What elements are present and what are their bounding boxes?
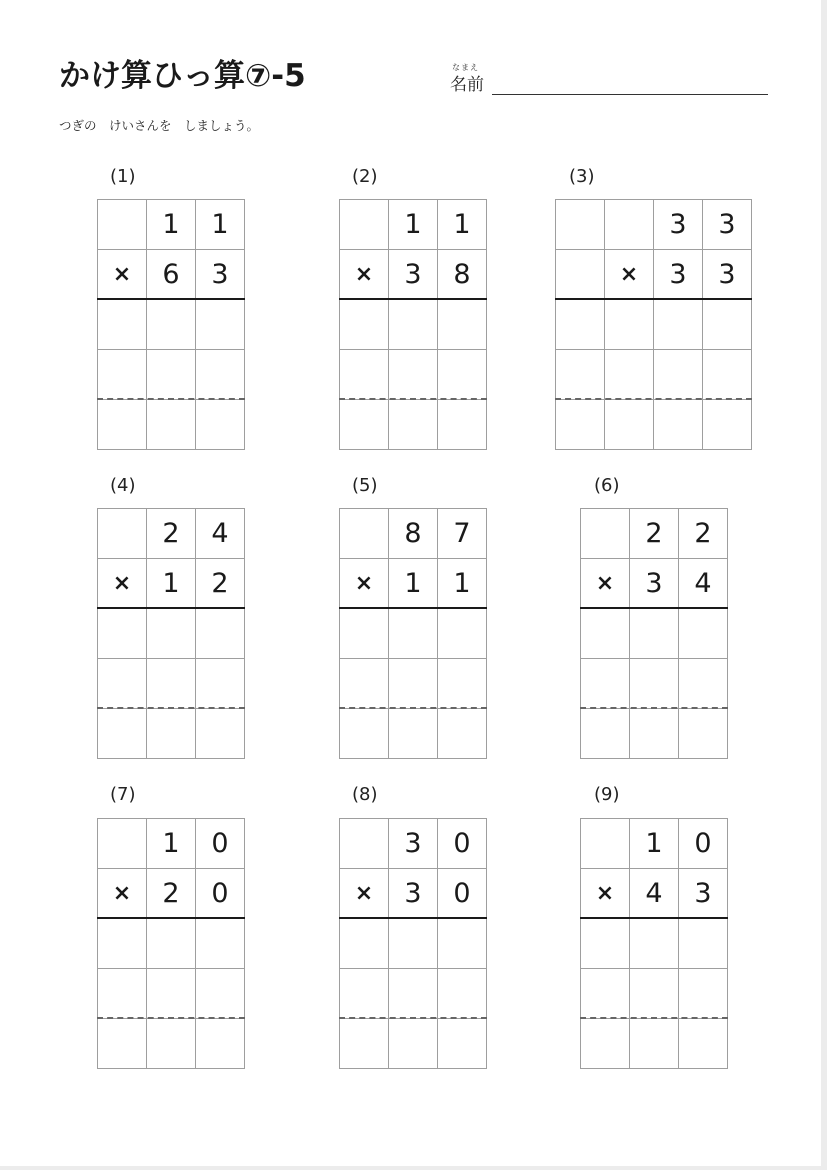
- problem-5-answer-cell[interactable]: [389, 609, 438, 659]
- problem-1-answer-cell[interactable]: [98, 400, 147, 450]
- problem-7-answer-cell[interactable]: [98, 1019, 147, 1069]
- page-edge-bottom: [0, 1166, 827, 1170]
- problem-5-product-rule: [339, 607, 487, 609]
- problem-2-answer-cell[interactable]: [389, 350, 438, 400]
- problem-1-multiplicand-digit: 1: [147, 200, 196, 250]
- problem-9-blank-cell: [581, 819, 630, 869]
- problem-5-answer-cell[interactable]: [438, 709, 487, 759]
- problem-5-multiplier-digit: 1: [438, 559, 487, 609]
- problem-5-answer-cell[interactable]: [389, 659, 438, 709]
- problem-3-product-rule: [555, 298, 752, 300]
- problem-7-multiplier-digit: 2: [147, 869, 196, 919]
- problem-1-multiplicand-digit: 1: [196, 200, 245, 250]
- problem-4-product-rule: [97, 607, 245, 609]
- problem-2-grid: [339, 199, 487, 450]
- problem-1-answer-cell[interactable]: [196, 300, 245, 350]
- problem-7-blank-cell: [98, 819, 147, 869]
- problem-4-times-sign: ×: [98, 559, 147, 609]
- problem-7-answer-cell[interactable]: [147, 969, 196, 1019]
- problem-1-label: (1): [110, 166, 136, 187]
- problem-6-answer-cell[interactable]: [679, 659, 728, 709]
- problem-6-multiplier-digit: 3: [630, 559, 679, 609]
- problem-1-answer-cell[interactable]: [98, 350, 147, 400]
- problem-2-answer-cell[interactable]: [389, 300, 438, 350]
- problem-3-answer-cell[interactable]: [654, 300, 703, 350]
- problem-5-grid: [339, 508, 487, 759]
- problem-4-answer-cell[interactable]: [147, 659, 196, 709]
- problem-4-answer-cell[interactable]: [147, 609, 196, 659]
- problem-4-sum-rule: [97, 707, 245, 709]
- problem-2-multiplicand-digit: 1: [438, 200, 487, 250]
- problem-9-sum-rule: [580, 1017, 728, 1019]
- problem-7-answer-cell[interactable]: [196, 919, 245, 969]
- problem-7-grid: [97, 818, 245, 1069]
- problem-2-answer-cell[interactable]: [438, 300, 487, 350]
- problem-9-answer-cell[interactable]: [679, 1019, 728, 1069]
- problem-5-multiplicand-digit: 7: [438, 509, 487, 559]
- problem-6-product-rule: [580, 607, 728, 609]
- problem-4-multiplicand-digit: 4: [196, 509, 245, 559]
- problem-2-product-rule: [339, 298, 487, 300]
- problem-4-blank-cell: [98, 509, 147, 559]
- problem-9-answer-cell[interactable]: [630, 1019, 679, 1069]
- problem-3-answer-cell[interactable]: [703, 350, 752, 400]
- problem-8-sum-rule: [339, 1017, 487, 1019]
- problem-9-multiplicand-digit: 0: [679, 819, 728, 869]
- problem-6-answer-cell[interactable]: [679, 709, 728, 759]
- problem-3-grid: [555, 199, 752, 450]
- problem-4-answer-cell[interactable]: [147, 709, 196, 759]
- problem-2-sum-rule: [339, 398, 487, 400]
- problem-9-answer-cell[interactable]: [581, 969, 630, 1019]
- problem-3-answer-cell[interactable]: [605, 400, 654, 450]
- problem-8-product-rule: [339, 917, 487, 919]
- problem-8-answer-cell[interactable]: [389, 969, 438, 1019]
- problem-2-answer-cell[interactable]: [438, 400, 487, 450]
- problem-4-answer-cell[interactable]: [98, 609, 147, 659]
- problem-4-multiplier-digit: 1: [147, 559, 196, 609]
- problem-6-label: (6): [594, 475, 620, 496]
- problem-9-answer-cell[interactable]: [581, 1019, 630, 1069]
- problem-5-sum-rule: [339, 707, 487, 709]
- problem-6-sum-rule: [580, 707, 728, 709]
- problem-3-blank-cell: [605, 200, 654, 250]
- problem-4-answer-cell[interactable]: [98, 659, 147, 709]
- problem-8-label: (8): [352, 784, 378, 805]
- problem-8-multiplier-digit: 0: [438, 869, 487, 919]
- name-write-line[interactable]: [492, 94, 768, 95]
- problem-2-multiplier-digit: 8: [438, 250, 487, 300]
- problem-1-sum-rule: [97, 398, 245, 400]
- problem-3-multiplier-digit: 3: [703, 250, 752, 300]
- problem-1-blank-cell: [98, 200, 147, 250]
- problem-9-answer-cell[interactable]: [630, 919, 679, 969]
- problem-2-times-sign: ×: [340, 250, 389, 300]
- problem-9-answer-cell[interactable]: [679, 919, 728, 969]
- problem-2-answer-cell[interactable]: [340, 350, 389, 400]
- problem-3-sum-rule: [555, 398, 752, 400]
- problem-9-multiplier-digit: 4: [630, 869, 679, 919]
- problem-5-multiplicand-digit: 8: [389, 509, 438, 559]
- problem-5-label: (5): [352, 475, 378, 496]
- problem-5-multiplier-digit: 1: [389, 559, 438, 609]
- problem-9-multiplier-digit: 3: [679, 869, 728, 919]
- problem-3-multiplicand-digit: 3: [703, 200, 752, 250]
- problem-3-answer-cell[interactable]: [605, 350, 654, 400]
- problem-3-multiplier-digit: 3: [654, 250, 703, 300]
- problem-7-answer-cell[interactable]: [196, 969, 245, 1019]
- problem-8-answer-cell[interactable]: [389, 919, 438, 969]
- problem-8-multiplier-digit: 3: [389, 869, 438, 919]
- problem-6-multiplicand-digit: 2: [630, 509, 679, 559]
- problem-1-answer-cell[interactable]: [147, 300, 196, 350]
- problem-4-answer-cell[interactable]: [196, 659, 245, 709]
- instruction-text: つぎの けいさんを しましょう。: [59, 118, 260, 133]
- problem-6-answer-cell[interactable]: [581, 609, 630, 659]
- problem-8-answer-cell[interactable]: [340, 1019, 389, 1069]
- problem-6-multiplicand-digit: 2: [679, 509, 728, 559]
- problem-9-times-sign: ×: [581, 869, 630, 919]
- problem-6-answer-cell[interactable]: [630, 709, 679, 759]
- problem-5-blank-cell: [340, 509, 389, 559]
- problem-3-answer-cell[interactable]: [556, 400, 605, 450]
- problem-3-answer-cell[interactable]: [703, 400, 752, 450]
- problem-8-answer-cell[interactable]: [438, 919, 487, 969]
- problem-3-answer-cell[interactable]: [654, 350, 703, 400]
- problem-5-answer-cell[interactable]: [340, 609, 389, 659]
- problem-9-grid: [580, 818, 728, 1069]
- problem-7-multiplicand-digit: 1: [147, 819, 196, 869]
- problem-1-answer-cell[interactable]: [147, 350, 196, 400]
- name-ruby: なまえ: [452, 63, 479, 72]
- problem-6-multiplier-digit: 4: [679, 559, 728, 609]
- problem-7-times-sign: ×: [98, 869, 147, 919]
- problem-1-multiplier-digit: 3: [196, 250, 245, 300]
- problem-2-label: (2): [352, 166, 378, 187]
- problem-3-multiplicand-digit: 3: [654, 200, 703, 250]
- problem-7-answer-cell[interactable]: [98, 969, 147, 1019]
- problem-4-label: (4): [110, 475, 136, 496]
- page-edge-right: [821, 0, 827, 1170]
- name-label: 名前: [450, 75, 484, 95]
- problem-6-answer-cell[interactable]: [630, 609, 679, 659]
- problem-4-grid: [97, 508, 245, 759]
- problem-1-answer-cell[interactable]: [196, 400, 245, 450]
- problem-3-answer-cell[interactable]: [654, 400, 703, 450]
- problem-7-answer-cell[interactable]: [196, 1019, 245, 1069]
- problem-2-answer-cell[interactable]: [389, 400, 438, 450]
- problem-5-times-sign: ×: [340, 559, 389, 609]
- problem-6-blank-cell: [581, 509, 630, 559]
- problem-8-answer-cell[interactable]: [438, 969, 487, 1019]
- worksheet-title: かけ算ひっ算⑦-5: [59, 58, 306, 94]
- problem-5-answer-cell[interactable]: [438, 659, 487, 709]
- problem-5-answer-cell[interactable]: [389, 709, 438, 759]
- problem-9-label: (9): [594, 784, 620, 805]
- problem-8-times-sign: ×: [340, 869, 389, 919]
- problem-2-multiplicand-digit: 1: [389, 200, 438, 250]
- problem-7-answer-cell[interactable]: [147, 919, 196, 969]
- problem-2-blank-cell: [340, 200, 389, 250]
- problem-6-answer-cell[interactable]: [630, 659, 679, 709]
- problem-6-answer-cell[interactable]: [581, 659, 630, 709]
- problem-3-blank-cell: [556, 250, 605, 300]
- problem-8-answer-cell[interactable]: [438, 1019, 487, 1069]
- problem-2-answer-cell[interactable]: [438, 350, 487, 400]
- problem-4-answer-cell[interactable]: [196, 609, 245, 659]
- problem-5-answer-cell[interactable]: [340, 659, 389, 709]
- problem-5-answer-cell[interactable]: [340, 709, 389, 759]
- problem-1-product-rule: [97, 298, 245, 300]
- problem-7-answer-cell[interactable]: [147, 1019, 196, 1069]
- problem-3-answer-cell[interactable]: [703, 300, 752, 350]
- problem-8-blank-cell: [340, 819, 389, 869]
- problem-8-multiplicand-digit: 3: [389, 819, 438, 869]
- problem-3-answer-cell[interactable]: [556, 300, 605, 350]
- problem-8-grid: [339, 818, 487, 1069]
- problem-5-answer-cell[interactable]: [438, 609, 487, 659]
- problem-7-multiplicand-digit: 0: [196, 819, 245, 869]
- problem-7-label: (7): [110, 784, 136, 805]
- problem-7-product-rule: [97, 917, 245, 919]
- problem-2-multiplier-digit: 3: [389, 250, 438, 300]
- problem-3-answer-cell[interactable]: [556, 350, 605, 400]
- problem-4-multiplicand-digit: 2: [147, 509, 196, 559]
- problem-8-answer-cell[interactable]: [340, 919, 389, 969]
- problem-1-times-sign: ×: [98, 250, 147, 300]
- problem-8-multiplicand-digit: 0: [438, 819, 487, 869]
- problem-6-answer-cell[interactable]: [679, 609, 728, 659]
- problem-3-answer-cell[interactable]: [605, 300, 654, 350]
- problem-1-answer-cell[interactable]: [147, 400, 196, 450]
- problem-7-answer-cell[interactable]: [98, 919, 147, 969]
- problem-8-answer-cell[interactable]: [340, 969, 389, 1019]
- problem-3-times-sign: ×: [605, 250, 654, 300]
- problem-9-answer-cell[interactable]: [630, 969, 679, 1019]
- problem-1-multiplier-digit: 6: [147, 250, 196, 300]
- problem-9-product-rule: [580, 917, 728, 919]
- problem-8-answer-cell[interactable]: [389, 1019, 438, 1069]
- problem-3-label: (3): [569, 166, 595, 187]
- problem-1-answer-cell[interactable]: [98, 300, 147, 350]
- problem-4-multiplier-digit: 2: [196, 559, 245, 609]
- problem-9-answer-cell[interactable]: [581, 919, 630, 969]
- problem-6-times-sign: ×: [581, 559, 630, 609]
- problem-2-answer-cell[interactable]: [340, 300, 389, 350]
- problem-4-answer-cell[interactable]: [196, 709, 245, 759]
- problem-6-grid: [580, 508, 728, 759]
- problem-2-answer-cell[interactable]: [340, 400, 389, 450]
- problem-1-grid: [97, 199, 245, 450]
- problem-4-answer-cell[interactable]: [98, 709, 147, 759]
- problem-9-multiplicand-digit: 1: [630, 819, 679, 869]
- problem-3-blank-cell: [556, 200, 605, 250]
- problem-7-multiplier-digit: 0: [196, 869, 245, 919]
- problem-6-answer-cell[interactable]: [581, 709, 630, 759]
- problem-7-sum-rule: [97, 1017, 245, 1019]
- problem-1-answer-cell[interactable]: [196, 350, 245, 400]
- problem-9-answer-cell[interactable]: [679, 969, 728, 1019]
